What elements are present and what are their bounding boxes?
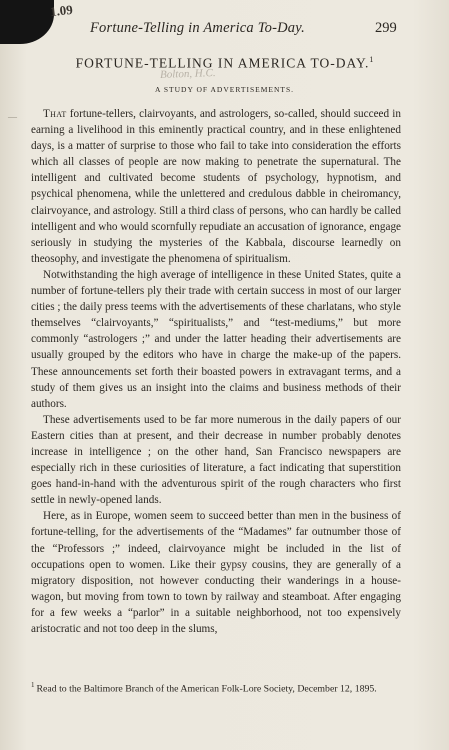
article-body	[31, 106, 401, 637]
paragraph-text: fortune-tellers, clairvoyants, and astrologers, so-called, should succeed in earning a livelihood in this eminently practical country, and in these enlightened days, is a matter of surprise to those who fail to take into consideration the efforts which all classes of people are now making to penetrate the supernatural. The intelligent and cultivated become students of psychology, hypnotism, and psychical phenomena, while the unlettered and credulous dabble in cheiromancy, clairvoyance, and astrology. Still a third class of persons, who can hardly be called intelligent and who would scornfully repudiate an accusation of ignorance, engage seriously in studying the mysteries of the Kabbala, discourse learnedly on theosophy, and investigate the phenomena of spiritualism.	[31, 108, 401, 265]
corner-handwritten-mark: 1.09	[49, 1, 74, 20]
paragraph-4	[31, 508, 401, 637]
page-number: 299	[375, 20, 397, 36]
title-footnote-mark: 1	[369, 55, 374, 64]
paragraph-1	[31, 106, 401, 267]
article-subtitle: A STUDY OF ADVERTISEMENTS.	[154, 85, 295, 94]
paragraph-text: Here, as in Europe, women seem to succeed better than men in the business of fortune-telling, for the advertisements of the “Madames” far outnumber those of the “Professors ;” indeed, clairvoyance might be included in the list of occupations open to women. Like their gypsy cousins, they are generally of a migratory disposition, not however conducting their wanderings in a house-wagon, but moving from town to town by railway and steamboat. After engaging for a few weeks a “parlor” in a suitable neighborhood, not too expensively aristocratic and not too deep in the slums,	[31, 510, 401, 635]
article-title-text: FORTUNE-TELLING IN AMERICA TO-DAY.	[75, 55, 370, 71]
paragraph-text: These advertisements used to be far more numerous in the daily papers of our Eastern cities than at present, and their decrease in number probably denotes increase in intelligence ; on the other hand, San Francisco newspapers are especially rich in these curiosities of literature, a fact indicating that superstition goes hand-in-hand with the adventurous spirit of the rough characters who first settle in newly-opened lands.	[31, 413, 401, 507]
paragraph-3	[31, 412, 401, 509]
pencil-annotation: Bolton, H.C.	[159, 67, 216, 81]
running-head	[0, 20, 449, 40]
paragraph-text: Notwithstanding the high average of intelligence in these United States, quite a number of fortune-tellers ply their trade with certain success in most of our larger cities ; the daily press teems with the advertisements of these charlatans, who style themselves “clairvoyants,” “spiritualists,” and “test-mediums,” but more commonly “astrologers ;” and under the latter heading their advertisements are usually grouped by the editors who have in charge the make-up of the papers. These announcements set forth their boasted powers in extravagant terms, and a study of them gives us an insight into the claims and business methods of their authors.	[31, 268, 401, 410]
margin-pencil-mark: —	[8, 112, 17, 122]
footnote	[31, 678, 401, 696]
footnote-mark: 1	[31, 681, 35, 689]
running-title: Fortune-Telling in America To-Day.	[90, 20, 305, 36]
article-title	[0, 55, 449, 72]
paragraph-lead: That	[43, 108, 67, 120]
footnote-text: Read to the Baltimore Branch of the American Folk-Lore Society, December 12, 1895.	[36, 683, 377, 695]
paragraph-2	[31, 267, 401, 412]
